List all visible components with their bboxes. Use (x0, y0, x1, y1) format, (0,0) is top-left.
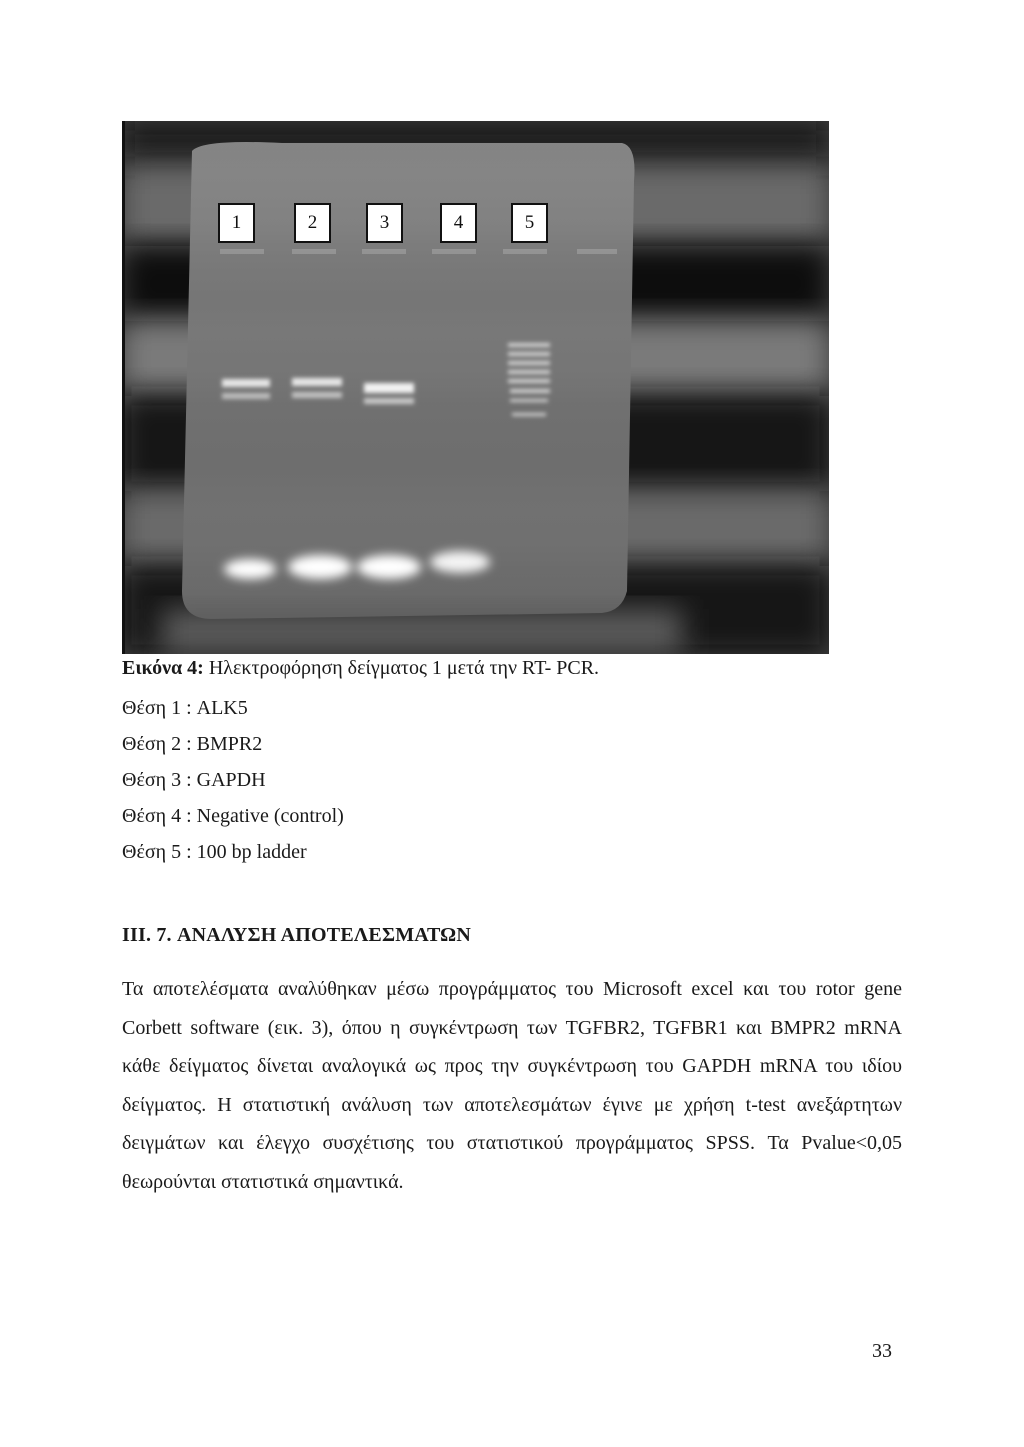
lane-label-4: 4 (440, 203, 477, 243)
page-number: 33 (872, 1340, 892, 1362)
lane-label-1: 1 (218, 203, 255, 243)
gel-photo-svg (122, 121, 829, 654)
lane-label-2: 2 (294, 203, 331, 243)
lane-label-5: 5 (511, 203, 548, 243)
caption-label: Εικόνα 4: (122, 657, 204, 679)
caption-position-3: Θέση 3 : GAPDH (122, 769, 266, 791)
figure-left-edge (122, 121, 125, 654)
body-paragraph: Τα αποτελέσματα αναλύθηκαν μέσω προγράμματος του Microsoft excel και του rotor gene Corbett software (εικ. 3), όπου η συγκέντρωση των TGFBR2, TGFBR1 και BMPR2 mRNA κάθε δείγματος δίνεται αναλογικά ως προς την συγκέντρωση του GAPDH mRNA του ιδίου δείγματος. Η στατιστική ανάλυση των αποτελεσμάτων έγινε με χρήση t-test ανεξάρτητων δειγμάτων και έλεγχο συσχέτισης του στατιστικού προγράμματος SPSS. Τα Pvalue<0,05 θεωρούνται στατιστικά σημαντικά. (122, 978, 902, 1193)
caption-position-2: Θέση 2 : BMPR2 (122, 733, 263, 755)
caption-position-5: Θέση 5 : 100 bp ladder (122, 841, 307, 863)
caption-text: Ηλεκτροφόρηση δείγματος 1 μετά την RT- PCR. (203, 657, 600, 679)
caption-position-1: Θέση 1 : ALK5 (122, 697, 248, 719)
figure-caption (122, 654, 822, 870)
lane-label-3: 3 (366, 203, 403, 243)
caption-position-4: Θέση 4 : Negative (control) (122, 805, 344, 827)
section-heading: III. 7. ΑΝΑΛΥΣΗ ΑΠΟΤΕΛΕΣΜΑΤΩΝ (122, 924, 472, 946)
gel-electrophoresis-image (122, 121, 829, 654)
caption-title (122, 654, 822, 682)
